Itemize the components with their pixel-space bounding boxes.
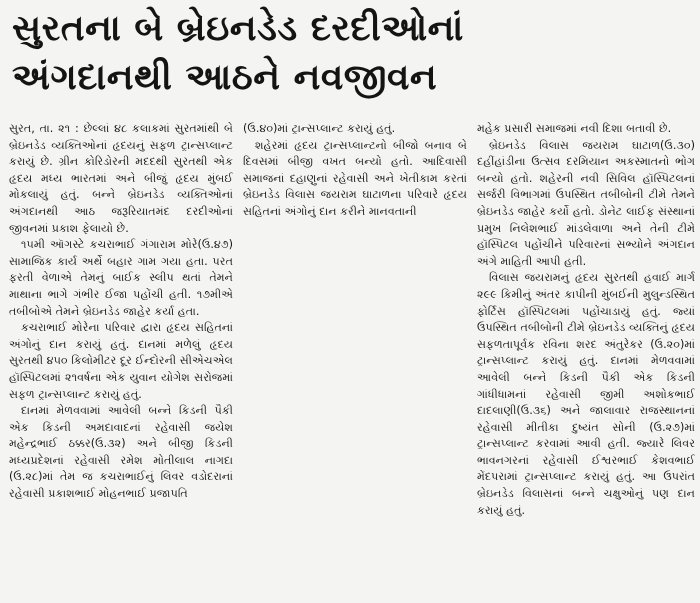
headline	[12, 4, 692, 102]
paragraph: (ઉ.૪૦)માં ટ્રાન્સપ્લાન્ટ કરાયું હતું.	[243, 122, 396, 135]
article-column-2	[243, 121, 467, 599]
paragraph: સુરત, તા. ૨૧ : છેલ્લાં ૪૮ કલાકમાં સુરતમાંથી બે બ્રેઇનડેડ વ્યક્તિઓનાં હૃદયનું સફળ ટ્રાન્સપ્લાન્ટ કરાયું છે. ગ્રીન કોરિડોરની મદદથી સુરતથી એક હૃદય મધ્ય ભારતમાં અને બીજું હૃદય મુંબઈ મોકલાયું હતું. બન્ને બ્રેઇનડેડ વ્યક્તિઓનાં અંગદાનથી આઠ જરૂરિયાતમંદ દરદીઓનાં જીવનમાં પ્રકાશ ફેલાયો છે.	[9, 122, 233, 235]
paragraph: ૧૫મી ઑગસ્ટે કચરાભાઈ ગંગારામ મોરે(ઉ.૪૭) સામાજિક કાર્ય અર્થે બહાર ગામ ગયા હતા. પરત ફરતી વેળાએ તેમનું બાઈક સ્લીપ થતાં તેમને માથાના ભાગે ગંભીર ઈજા પહોંચી હતી. ૧૭મીએ તબીબોએ તેમને બ્રેઇનડેડ જાહેર કર્યા હતા.	[9, 238, 233, 318]
headline-line-1: સુરતના બે બ્રેઇનડેડ દરદીઓનાં	[12, 8, 464, 49]
paragraph: શહેરમાં હૃદય ટ્રાન્સપ્લાન્ટનો બીજો બનાવ બે દિવસમાં બીજી વખત બન્યો હતો. આદિવાસી સમાજનાં દહાણુનાં રહેવાસી અને ખેતીકામ કરતાં બ્રેઇનડેડ વિલાસ જયરામ ઘાટાળના પરિવારે હૃદય સહિતનાં અંગોનું દાન કરીને માનવતાની	[243, 138, 467, 218]
paragraph: બ્રેઇનડેડ વિલાસ જયરામ ઘાટાળ(ઉ.૩૦) દહીંહાંડીના ઉત્સવ દરમિયાન અકસ્માતનો ભોગ બન્યો હતો. શહેરની નવી સિવિલ હૉસ્પિટલનાં સર્જરી વિભાગમાં ઉપસ્થિત તબીબોની ટીમે તેમને બ્રેઇનડેડ જાહેર કર્યો હતો. ડોનેટ લાઈફ સંસ્થાનાં પ્રમુખ નિલેશભાઈ માંડલેવાળા અને તેની ટીમે હૉસ્પિટલ પહોંચીને પરિવારનાં સભ્યોને અંગદાન અંગે માહિતી આપી હતી.	[477, 138, 695, 268]
paragraph: દાનમાં મેળવવામાં આવેલી બન્ને કિડની પૈકી એક કિડની અમદાવાદનાં રહેવાસી જયેશ મહેન્દ્રભાઈ ઠક્કર(ઉ.૩૨) અને બીજી કિડની મધ્યપ્રદેશનાં રહેવાસી રમેશ મોતીલાલ નાગદા (ઉ.૨૮)માં તેમ જ કચરાભાઈનું લિવર વડોદરાનાં રહેવાસી પ્રકાશભાઈ મોહનભાઈ પ્રજાપતિ	[9, 404, 233, 501]
article-column-3	[477, 121, 695, 599]
paragraph: વિલાસ જયરામનું હૃદય સુરતથી હવાઈ માર્ગ ૨૯૯ કિમીનું અંતર કાપીની મુંબઈની મુલુન્ડસ્થિત ફોર્ટિસ હૉસ્પિટલમાં પહોંચાડાયું હતું. જ્યાં ઉપસ્થિત તબીબોની ટીમે બ્રેઇનડેડ વ્યક્તિનું હૃદય સફળતાપૂર્વક રવિના શરદ અંતુરેકર (ઉ.૨૦)માં ટ્રાન્સપ્લાન્ટ કરાયું હતું. દાનમાં મેળવવામાં આવેલી બન્ને કિડની પૈકી એક કિડની ગાંધીધામનાં રહેવાસી જીમી અશોકભાઈ દાદલાણી(ઉ.૩૬) અને જાલાવાર રાજસ્થાનનાં રહેવાસી મીતીકા દુષ્યંત સોની (ઉ.૨૭)માં ટ્રાન્સપ્લાન્ટ કરવામાં આવી હતી. જ્યારે લિવર ભાવનગરનાં રહેવાસી ઈશ્વરભાઈ કેશવભાઈ મેંદપરામાં ટ્રાન્સપ્લાન્ટ કરાયું હતું. આ ઉપરાંત બ્રેઇનડેડ વિલાસનાં બન્ને ચક્ષુઓનું પણ દાન કરાયું હતું.	[477, 271, 695, 517]
article-column-1	[9, 121, 233, 599]
paragraph: કચરાભાઈ મોરેના પરિવાર દ્વારા હૃદય સહિતનાં અંગોનું દાન કરાયું હતું. દાનમાં મળેલું હૃદય સુરતથી ૪૫૦ કિલોમીટર દૂર ઈન્દોરની સીએચએલ હૉસ્પિટલમાં ૨૧વર્ષના એક યુવાન યોગેશ સરોજમાં સફળ ટ્રાન્સપ્લાન્ટ કરાયું હતું.	[9, 321, 233, 401]
headline-line-2: અંગદાનથી આઠને નવજીવન	[12, 57, 438, 98]
paragraph: મહેક પ્રસારી સમાજમાં નવી દિશા બતાવી છે.	[477, 122, 672, 135]
